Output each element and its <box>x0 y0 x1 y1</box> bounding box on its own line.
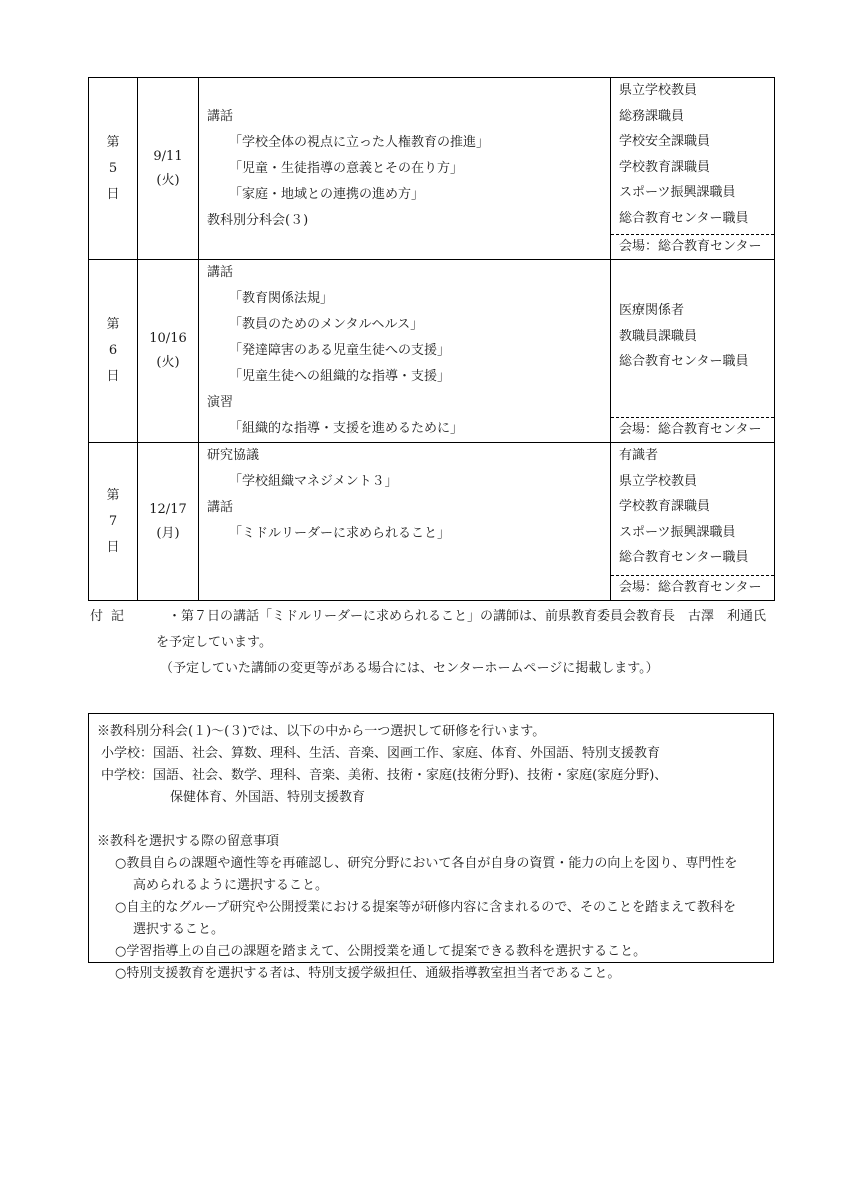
day-char: 日 <box>106 369 120 384</box>
note-text-cont: を予定しています。 <box>156 635 272 650</box>
staff-cell <box>611 443 775 601</box>
item-heading: 講話 <box>207 265 234 280</box>
item-topic: 「家庭・地域との連携の進め方」 <box>229 187 425 202</box>
venue-label: 会場：総合教育センター <box>611 575 774 600</box>
item-heading: 講話 <box>207 109 234 124</box>
staff-item: 学校安全課職員 <box>619 134 711 149</box>
note-label: 付記 <box>90 609 133 624</box>
table-row-day-5 <box>89 78 775 260</box>
item-heading: 教科別分科会(３) <box>207 213 309 228</box>
date-cell <box>138 78 199 260</box>
item-heading: 講話 <box>207 500 234 515</box>
point-item-cont: 高められるように選択すること。 <box>133 878 329 893</box>
day-number: 5 <box>108 160 118 176</box>
day-char: 第 <box>106 487 120 503</box>
staff-item: 総合教育センター職員 <box>619 354 749 369</box>
day-char: 第 <box>106 134 120 150</box>
staff-item: 学校教育課職員 <box>619 159 711 175</box>
staff-item: スポーツ振興課職員 <box>619 524 736 540</box>
box-heading: ※教科別分科会(１)～(３)では、以下の中から一つ選択して研修を行います。 <box>97 724 546 739</box>
item-topic: 「学校組織マネジメント３」 <box>229 474 398 489</box>
staff-item: 有識者 <box>619 448 659 463</box>
day-cell <box>89 443 138 601</box>
item-topic: 「教員のためのメンタルヘルス」 <box>229 317 424 332</box>
table-row-day-7 <box>89 443 775 601</box>
content-cell <box>199 443 611 601</box>
item-topic: 「発達障害のある児童生徒への支援」 <box>229 343 451 358</box>
junior-high-subjects: 中学校：国語、社会、数学、理科、音楽、美術、技術・家庭(技術分野)、技術・家庭(家庭分野)、 <box>101 768 668 783</box>
item-topic: 「学校全体の視点に立った人権教育の推進」 <box>229 135 490 150</box>
note-text: ・第７日の講話「ミドルリーダーに求められること」の講師は、前県教育委員会教育長 古澤 利通氏 <box>168 609 767 624</box>
day-number: 6 <box>108 343 118 358</box>
weekday: (火) <box>156 172 180 188</box>
junior-high-subjects-cont: 保健体育、外国語、特別支援教育 <box>170 790 366 805</box>
staff-item: 医療関係者 <box>619 303 685 318</box>
date: 12/17 <box>149 501 187 517</box>
table-row-day-6 <box>89 260 775 443</box>
point-item: ○教員自らの課題や適性等を再確認し、研究分野において各自が自身の資質・能力の向上を図り、専門性を <box>115 856 738 871</box>
item-topic: 「教育関係法規」 <box>229 291 334 306</box>
item-topic: 「組織的な指導・支援を進めるために」 <box>229 421 464 436</box>
day-cell <box>89 260 138 443</box>
day-char: 日 <box>106 539 120 555</box>
staff-item: スポーツ振興課職員 <box>619 185 736 200</box>
staff-item: 総合教育センター職員 <box>619 210 749 226</box>
staff-cell <box>611 78 775 260</box>
content-cell <box>199 78 611 260</box>
item-heading: 演習 <box>207 395 234 410</box>
item-topic: 「児童生徒への組織的な指導・支援」 <box>229 369 451 384</box>
date-cell <box>138 443 199 601</box>
staff-cell <box>611 260 775 443</box>
content-cell <box>199 260 611 443</box>
point-item: ○学習指導上の自己の課題を踏まえて、公開授業を通して提案できる教科を選択すること。 <box>115 944 647 959</box>
staff-item: 県立学校教員 <box>619 83 698 98</box>
weekday: (火) <box>156 355 180 370</box>
note-remark: （予定していた講師の変更等がある場合には、センターホームページに掲載します。） <box>160 661 659 676</box>
date-cell <box>138 260 199 443</box>
item-topic: 「ミドルリーダーに求められること」 <box>229 526 451 541</box>
venue-label: 会場：総合教育センター <box>611 417 774 442</box>
day-cell <box>89 78 138 260</box>
item-heading: 研究協議 <box>207 448 260 463</box>
subject-info-box <box>88 713 774 981</box>
day-char: 日 <box>106 186 120 202</box>
item-topic: 「児童・生徒指導の意義とその在り方」 <box>229 161 464 176</box>
schedule-table <box>88 77 775 601</box>
staff-item: 総合教育センター職員 <box>619 550 749 565</box>
staff-item: 学校教育課職員 <box>619 499 711 514</box>
staff-item: 総務課職員 <box>619 108 685 124</box>
staff-item: 県立学校教員 <box>619 473 698 489</box>
point-item: ○自主的なグループ研究や公開授業における提案等が研修内容に含まれるので、そのことを踏まえて教科を <box>115 900 737 915</box>
date: 9/11 <box>153 148 183 164</box>
date: 10/16 <box>149 331 187 346</box>
elementary-subjects: 小学校：国語、社会、算数、理科、生活、音楽、図画工作、家庭、体育、外国語、特別支援教育 <box>101 746 661 761</box>
supplementary-note <box>90 604 790 682</box>
point-item: ○特別支援教育を選択する者は、特別支援学級担任、通級指導教室担当者であること。 <box>115 966 621 981</box>
staff-item: 教職員課職員 <box>619 328 698 344</box>
day-number: 7 <box>108 513 118 529</box>
point-item-cont: 選択すること。 <box>133 922 225 937</box>
weekday: (月) <box>156 525 180 541</box>
venue-label: 会場：総合教育センター <box>611 234 774 259</box>
box-heading: ※教科を選択する際の留意事項 <box>97 834 280 849</box>
day-char: 第 <box>106 317 120 332</box>
